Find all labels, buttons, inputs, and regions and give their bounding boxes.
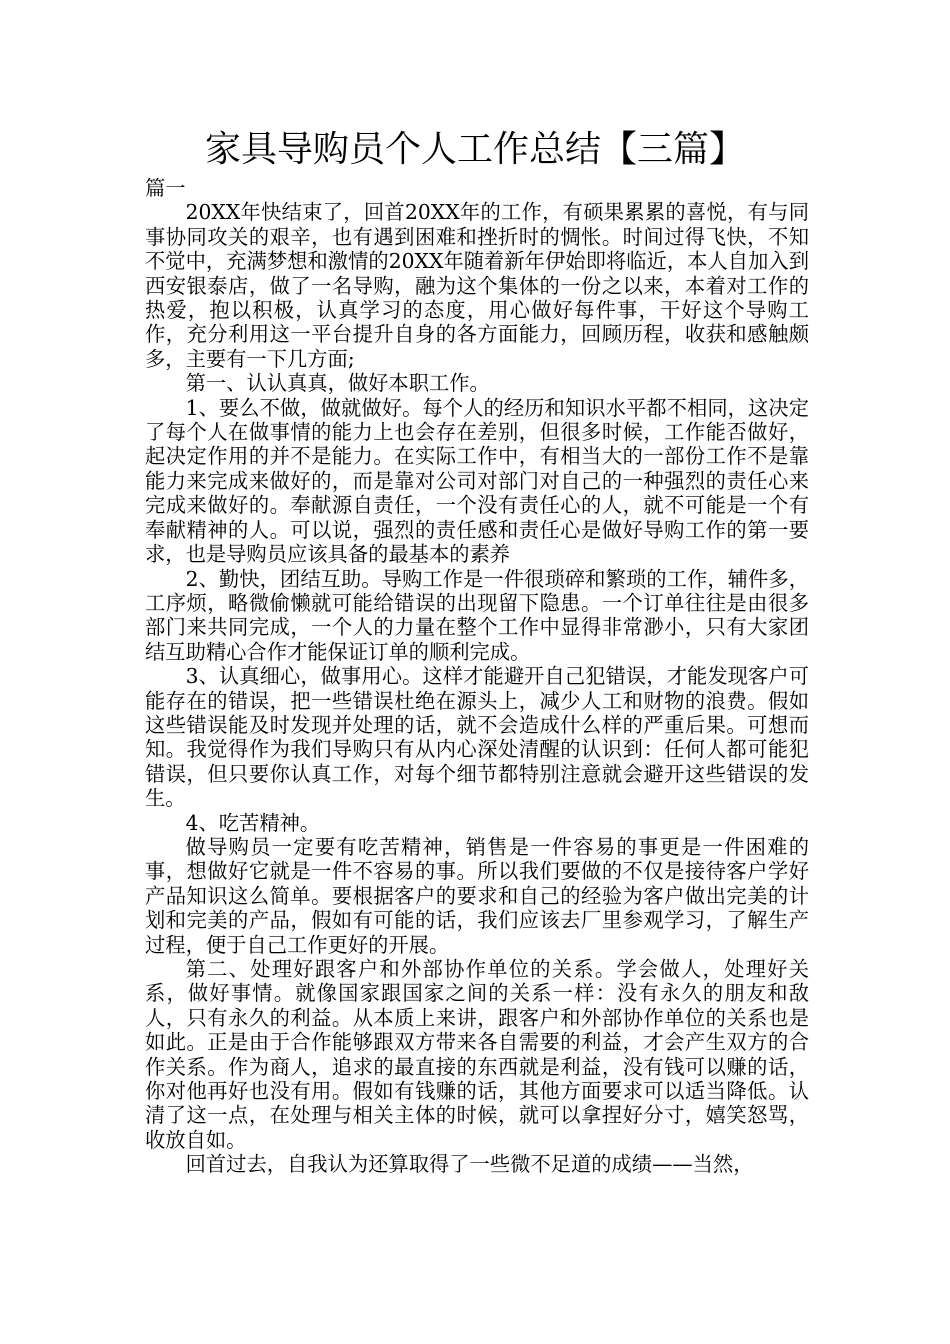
paragraph-item-4: 做导购员一定要有吃苦精神，销售是一件容易的事更是一件困难的事，想做好它就是一件不容易的事。所以我们要做的不仅是接待客户学好产品知识这么简单。要根据客户的要求和自己的经验为客户做出完美的计划和完美的产品，假如有可能的话，我们应该去厂里参观学习，了解生产过程，便于自己工作更好的开展。 xyxy=(145,834,809,957)
paragraph-item-2: 2、勤快，团结互助。导购工作是一件很琐碎和繁琐的工作，辅件多，工序烦，略微偷懒就可能给错误的出现留下隐患。一个订单往往是由很多部门来共同完成，一个人的力量在整个工作中显得非常渺小，只有大家团结互助精心合作才能保证订单的顺利完成。 xyxy=(145,566,809,664)
paragraph-review: 回首过去，自我认为还算取得了一些微不足道的成绩——当然， xyxy=(185,1152,754,1177)
paragraph-heading-second: 第二、处理好跟客户和外部协作单位的关系。学会做人，处理好关系，做好事情。就像国家跟国家之间的关系一样：没有永久的朋友和敌人，只有永久的利益。从本质上来讲，跟客户和外部协作单位的关系也是如此。正是由于合作能够跟双方带来各自需要的利益，才会产生双方的合作关系。作为商人，追求的最直接的东西就是利益，没有钱可以赚的话，你对他再好也没有用。假如有钱赚的话，其他方面要求可以适当降低。认清了这一点，在处理与相关主体的时候，就可以拿捏好分寸，嬉笑怒骂，收放自如。 xyxy=(145,957,809,1152)
paragraph-item-3: 3、认真细心，做事用心。这样才能避开自己犯错误，才能发现客户可能存在的错误，把一些错误杜绝在源头上，减少人工和财物的浪费。假如这些错误能及时发现并处理的话，就不会造成什么样的严重后果。可想而知。我觉得作为我们导购只有从内心深处清醒的认识到：任何人都可能犯错误，但只要你认真工作，对每个细节都特别注意就会避开这些错误的发生。 xyxy=(145,664,809,811)
paragraph-heading-first: 第一、认认真真，做好本职工作。 xyxy=(185,371,490,396)
paragraph-item-1: 1、要么不做，做就做好。每个人的经历和知识水平都不相同，这决定了每个人在做事情的能力上也会存在差别，但很多时候，工作能否做好，起决定作用的并不是能力。在实际工作中，有相当大的一部份工作不是靠能力来完成来做好的，而是靠对公司对部门对自己的一种强烈的责任心来完成来做好的。奉献源自责任，一个没有责任心的人，就不可能是一个有奉献精神的人。可以说，强烈的责任感和责任心是做好导购工作的第一要求，也是导购员应该具备的最基本的素养 xyxy=(145,395,809,567)
paragraph-intro: 20XX年快结束了，回首20XX年的工作，有硕果累累的喜悦，有与同事协同攻关的艰辛，也有遇到困难和挫折时的惆怅。时间过得飞快，不知不觉中，充满梦想和激情的20XX年随着新年伊始即将临近，本人自加入到西安银泰店，做了一名导购，融为这个集体的一份之以来，本着对工作的热爱，抱以积极，认真学习的态度，用心做好每件事，干好这个导购工作，充分利用这一平台提升自身的各方面能力，回顾历程，收获和感触颇多，主要有一下几方面; xyxy=(145,200,809,371)
document-body xyxy=(145,176,809,1177)
paragraph-item-4-heading: 4、吃苦精神。 xyxy=(185,810,321,835)
document-title: 家具导购员个人工作总结【三篇】 xyxy=(204,129,745,170)
section-label: 篇一 xyxy=(145,176,186,200)
